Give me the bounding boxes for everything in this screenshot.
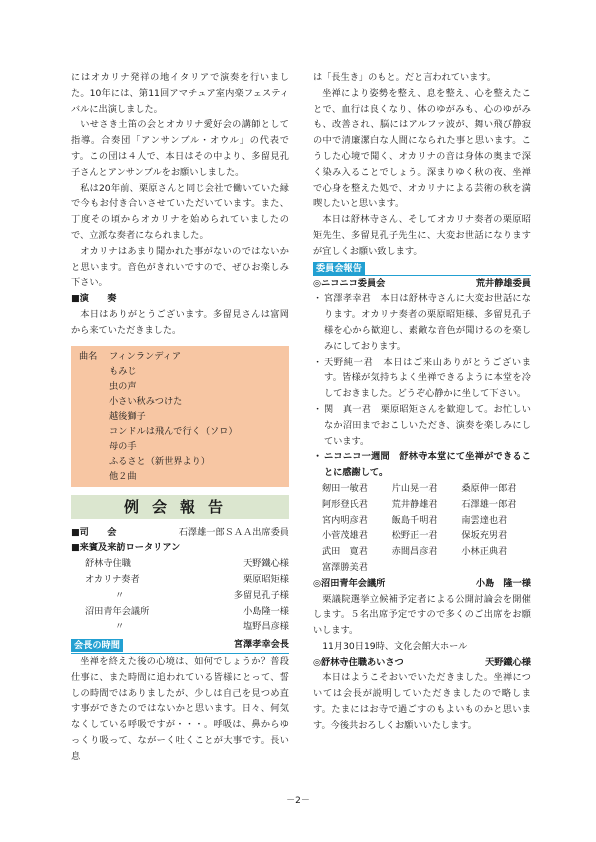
president-section-header — [71, 637, 289, 654]
temple-heading-row — [313, 655, 531, 671]
song-item: ふるさと（新世界より） — [109, 455, 211, 467]
member-name: 松野正一君 — [391, 530, 438, 542]
niko-item-text: 宮澤孝幸君 本日は舒林寺さんに大変お世話になります。オカリナ奏者の栗原昭矩様、多留見孔子様を心から歓迎し、素敵な音色が聞けるのを楽しみにしております。 — [324, 293, 531, 352]
right-column — [313, 70, 531, 734]
niko-item-text: 関 真一君 栗原昭矩さんを歓迎して。お忙しいなか沼田までおこしいただき、演奏を楽しみにしています。 — [324, 403, 531, 447]
emcee-value: 石澤雄一郎ＳＡＡ出席委員 — [178, 526, 289, 538]
song-item: コンドルは飛んで行く（ソロ） — [109, 425, 238, 437]
jc-person: 小島 隆一様 — [475, 577, 531, 589]
guest-role: 舒林寺住職 — [85, 558, 131, 570]
performance-text: 本日はありがとうございます。多留見さんは富岡から来ていただきました。 — [71, 308, 289, 336]
left-paragraph-3: 私は20年前、栗原さんと同じ会社で働いていた縁で今もお付き合いさせていただいています。また、丁度その頃からオカリナを始められていましたので、立派な奏者になられました。 — [71, 182, 289, 241]
guest-row — [71, 588, 289, 604]
guest-row — [71, 556, 289, 572]
right-paragraph-1: は「長生き」のもと。だと言われています。 — [313, 72, 497, 83]
president-text: 坐禅を終えた後の心境は、如何でしょうか？普段仕事に、また時間に追われている皆様にとって、誓しの時間ではありましたが、少しは自己を見つめ直す事ができたのではないかと思います。日々、何気なくしている呼吸ですが・・・。呼吸は、鼻からゆっくり吸って、ながーく吐くことが大事です。長い息 — [71, 655, 289, 762]
guests-heading: ■来賓及来訪ロータリアン — [71, 542, 181, 554]
emcee-label: ■司 会 — [71, 526, 117, 538]
weekly-bullet: ・ — [313, 451, 323, 463]
member-name: 富澤勝美君 — [322, 561, 368, 573]
member-name: 南雲達也君 — [461, 514, 508, 526]
niko-person: 荒井静雄委員 — [475, 277, 531, 289]
guest-role: オカリナ奏者 — [85, 573, 140, 585]
temple-person: 天野鐵心様 — [485, 656, 531, 668]
guest-name: 栗原昭矩様 — [243, 573, 289, 585]
right-paragraph-2: 坐禅により姿勢を整え、息を整え、心を整えたことで、血行は良くなり、体のゆがみも、心のゆがみも、改善され、脳にはアルファ波が、舞い飛び静寂の中で清廉潔白な人間になられた事と思います。こうした心境で聞く、オカリナの音は身体の奥まで深く染み入ることでしょう。深まりゆく秋の夜、坐禅で心身を整えた処で、オカリナによる芸術の秋を満喫したいと思います。 — [313, 87, 531, 210]
member-name: 片山晃一君 — [391, 482, 438, 494]
song-item: もみじ — [109, 365, 137, 377]
left-paragraph-2: いせさき土笛の会とオカリナ愛好会の講師として指導。合奏団「アンサンブル・オウル」の代表です。この団は４人で、本日はその中より、多留見孔子さんとアンサンブルをお願いしました。 — [71, 119, 289, 178]
member-name: 阿形登氏君 — [322, 498, 368, 510]
song-item: 越後獅子 — [109, 410, 146, 422]
meeting-report-banner: 例会報告 — [71, 495, 289, 519]
song-item: 小さい秋みつけた — [109, 395, 183, 407]
member-name: 荒井静雄君 — [391, 498, 438, 510]
song-item: 他２曲 — [109, 470, 137, 482]
niko-heading-row — [313, 276, 531, 292]
jc-heading-row — [313, 576, 531, 592]
song-item: フィンランディア — [109, 350, 182, 362]
jc-text: 栗議院選挙立候補予定者による公開討論会を開催します。５名出席予定ですので多くのご出席をお願いします。 — [313, 593, 531, 637]
guest-row — [71, 619, 289, 635]
member-name: 石澤雄一郎君 — [461, 498, 517, 510]
member-name: 宮内明彦君 — [322, 514, 368, 526]
song-item: 虫の声 — [109, 380, 137, 392]
member-name: 武田 寛君 — [322, 546, 368, 558]
right-paragraph-3: 本日は舒林寺さん、そしてオカリナ奏者の栗原昭矩先生、多留見孔子先生に、大変お世話になりますが宜しくお願い致します。 — [313, 214, 531, 257]
song-list-box — [71, 346, 289, 487]
guest-role: 〃 — [115, 589, 125, 601]
page-number: －2－ — [286, 796, 310, 806]
guest-row — [71, 604, 289, 620]
weekly-heading: ニコニコ一週間 舒林寺本堂にて坐禅ができることに感謝して。 — [324, 451, 531, 479]
weekly-names-grid — [313, 481, 531, 576]
committee-section-header — [313, 262, 531, 276]
guest-name: 塩野昌彦様 — [243, 621, 289, 633]
jc-heading: ◎沼田青年会議所 — [313, 577, 386, 589]
member-name: 保坂充男君 — [461, 530, 508, 542]
temple-heading: ◎舒林寺住職あいさつ — [313, 656, 404, 668]
guest-name: 小島隆一様 — [243, 605, 289, 617]
member-name: 剱田一敏君 — [322, 482, 368, 494]
guest-row — [71, 572, 289, 588]
song-list-label: 曲名 — [79, 350, 98, 362]
committee-report-tag: 委員会報告 — [313, 262, 365, 275]
guest-name: 多留見孔子様 — [233, 589, 289, 601]
member-name: 飯島千明君 — [391, 514, 438, 526]
song-item: 母の手 — [109, 440, 137, 452]
left-column — [71, 70, 289, 765]
guest-role: 沼田青年会議所 — [85, 605, 150, 617]
emcee-row — [71, 525, 289, 541]
member-name: 小菅茂雄君 — [322, 530, 368, 542]
president-name: 宮澤孝幸会長 — [233, 639, 289, 651]
member-name: 赤間昌彦君 — [391, 546, 438, 558]
weekly-heading-row — [313, 449, 531, 481]
jc-date: 11月30日19時、文化会館大ホール — [322, 640, 468, 652]
left-paragraph-4: オカリナはあまり聞かれた事がないのではないかと思います。音色がきれいですので、ぜひお楽しみ下さい。 — [71, 245, 289, 289]
member-name: 桑原伸一郎君 — [461, 482, 517, 494]
left-paragraph-1: にはオカリナ発祥の地イタリアで演奏を行いました。10年には、第11回アマチュア室内楽フェスティバルに出演しました。 — [71, 72, 289, 115]
niko-item: ・ 関 真一君 栗原昭矩さんを歓迎して。お忙しいなか沼田までおこしいただき、演奏を楽しみにしています。 — [313, 402, 531, 449]
president-time-tag: 会長の時間 — [71, 639, 123, 652]
guest-role: 〃 — [115, 621, 125, 633]
performance-heading: ■演 奏 — [71, 293, 117, 305]
guest-name: 天野鐵心様 — [243, 558, 289, 570]
niko-item: ・ 天野純一君 本日はご来山ありがとうございます。皆様が気持ちよく坐禅できるように本堂を冷しておきました。どうぞ心静かに坐して下さい。 — [313, 355, 531, 402]
niko-item: ・ 宮澤孝幸君 本日は舒林寺さんに大変お世話になります。オカリナ奏者の栗原昭矩様、多留見孔子様を心から歓迎し、素敵な音色が聞けるのを楽しみにしております。 — [313, 291, 531, 354]
niko-heading: ◎ニコニコ委員会 — [313, 277, 386, 289]
niko-item-text: 天野純一君 本日はご来山ありがとうございます。皆様が気持ちよく坐禅できるように本堂を冷しておきました。どうぞ心静かに坐して下さい。 — [324, 356, 531, 400]
member-name: 小林正典君 — [461, 546, 508, 558]
temple-text: 本日はようこそおいでいただきました。坐禅については会長が説明していただきましたので略します。たまにはお寺で過ごすのもよいものかと思います。今後共おろしくお願いいたします。 — [313, 672, 531, 731]
